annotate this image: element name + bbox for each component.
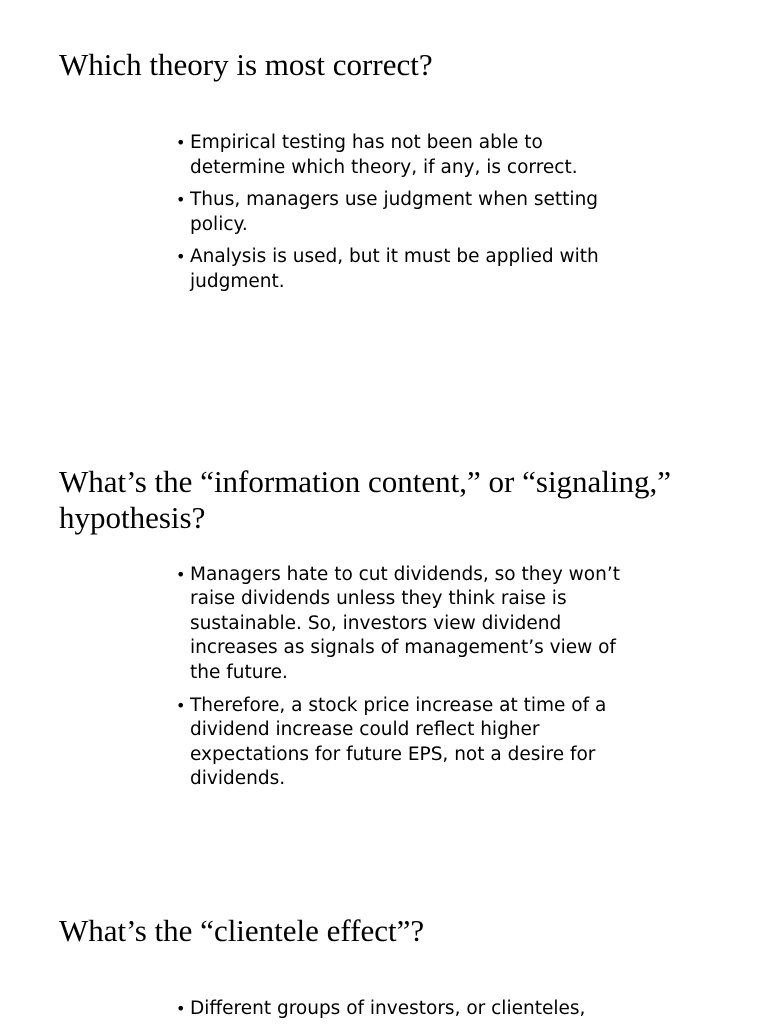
bullet-dot-icon: • <box>176 999 186 1018</box>
bullet-text: Managers hate to cut dividends, so they won’t raise dividends unless they think raise is sustainable. So, investors view dividend increases as signals of management’s view of the future. <box>190 564 620 683</box>
bullet-text: Analysis is used, but it must be applied with judgment. <box>190 246 599 292</box>
list-item <box>172 244 642 294</box>
bullet-list <box>172 130 642 301</box>
bullet-list <box>172 996 642 1021</box>
bullet-dot-icon: • <box>176 696 186 716</box>
list-item <box>172 130 642 180</box>
bullet-text: Therefore, a stock price increase at time of a dividend increase could reflect higher expectations for future EPS, not a desire for dividends. <box>190 695 607 790</box>
bullet-text: Different groups of investors, or clienteles, <box>190 998 586 1019</box>
list-item <box>172 694 642 792</box>
bullet-dot-icon: • <box>176 190 186 209</box>
bullet-dot-icon: • <box>176 565 186 584</box>
bullet-dot-icon: • <box>176 133 186 152</box>
bullet-list <box>172 563 642 801</box>
list-item <box>172 996 642 1021</box>
slide-title: What’s the “clientele effect”? <box>59 913 425 948</box>
bullet-text: Thus, managers use judgment when setting policy. <box>190 189 599 235</box>
slide-title: Which theory is most correct? <box>59 47 433 82</box>
list-item <box>172 187 642 237</box>
bullet-text: Empirical testing has not been able to determine which theory, if any, is correct. <box>190 132 578 178</box>
list-item <box>172 563 642 685</box>
slide-title: What’s the “information content,” or “signaling,” hypothesis? <box>59 464 679 535</box>
bullet-dot-icon: • <box>176 247 186 266</box>
